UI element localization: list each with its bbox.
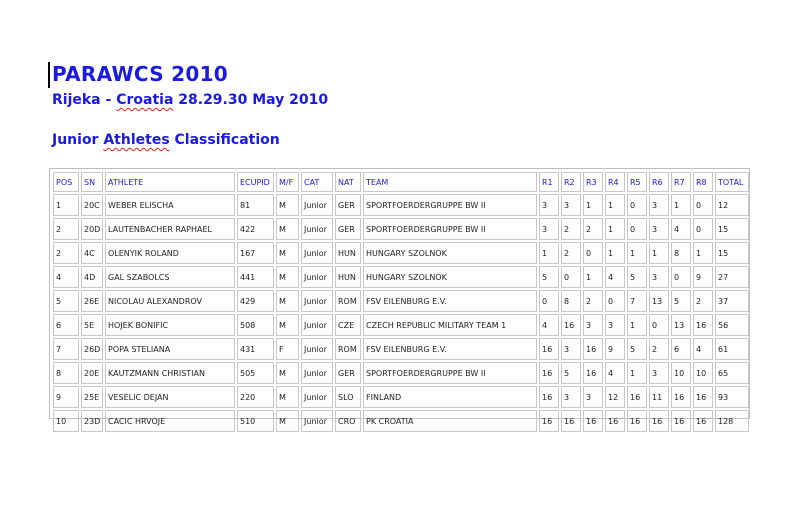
table-row [53, 266, 749, 288]
column-header-r4: R4 [605, 172, 625, 192]
table-cell-ecupid: 429 [237, 290, 274, 312]
table-cell-r5: 16 [627, 386, 647, 408]
table-cell-total: 15 [715, 242, 749, 264]
table-cell-athlete: CACIC HRVOJE [105, 410, 235, 432]
table-row [53, 194, 749, 216]
column-header-r3: R3 [583, 172, 603, 192]
table-cell-athlete: POPA STELIANA [105, 338, 235, 360]
table-cell-mf: M [276, 290, 299, 312]
table-cell-r3: 3 [583, 386, 603, 408]
table-cell-team: SPORTFOERDERGRUPPE BW II [363, 194, 537, 216]
table-cell-athlete: LAUTENBACHER RAPHAEL [105, 218, 235, 240]
classification-table [51, 170, 751, 434]
table-cell-cat: Junior [301, 218, 333, 240]
table-cell-r1: 3 [539, 218, 559, 240]
table-cell-sn: 4C [81, 242, 103, 264]
subtitle-place: Croatia [116, 92, 174, 108]
table-cell-ecupid: 505 [237, 362, 274, 384]
table-cell-r1: 16 [539, 362, 559, 384]
table-cell-r2: 16 [561, 410, 581, 432]
table-cell-mf: M [276, 194, 299, 216]
table-cell-r8: 10 [693, 362, 713, 384]
subtitle-post: 28.29.30 May 2010 [173, 92, 329, 108]
table-cell-team: PK CROATIA [363, 410, 537, 432]
table-cell-mf: F [276, 338, 299, 360]
table-cell-r1: 5 [539, 266, 559, 288]
table-cell-nat: ROM [335, 290, 361, 312]
table-row [53, 362, 749, 384]
table-cell-r8: 4 [693, 338, 713, 360]
table-cell-sn: 26E [81, 290, 103, 312]
table-cell-cat: Junior [301, 386, 333, 408]
table-cell-pos: 9 [53, 386, 79, 408]
table-row [53, 338, 749, 360]
table-cell-athlete: WEBER ELISCHA [105, 194, 235, 216]
table-cell-r2: 8 [561, 290, 581, 312]
table-cell-sn: 26D [81, 338, 103, 360]
table-cell-nat: CZE [335, 314, 361, 336]
table-cell-ecupid: 508 [237, 314, 274, 336]
table-cell-athlete: NICOLAU ALEXANDROV [105, 290, 235, 312]
section-post: Classification [169, 132, 280, 148]
table-cell-team: FINLAND [363, 386, 537, 408]
table-cell-r2: 2 [561, 218, 581, 240]
table-cell-mf: M [276, 410, 299, 432]
table-cell-r5: 16 [627, 410, 647, 432]
table-cell-pos: 2 [53, 218, 79, 240]
table-cell-nat: HUN [335, 266, 361, 288]
table-cell-r7: 1 [671, 194, 691, 216]
table-cell-r7: 16 [671, 410, 691, 432]
table-cell-r3: 2 [583, 218, 603, 240]
text-cursor [48, 62, 50, 88]
table-cell-r4: 4 [605, 362, 625, 384]
table-row [53, 314, 749, 336]
table-cell-mf: M [276, 386, 299, 408]
table-cell-r5: 1 [627, 242, 647, 264]
table-cell-r2: 5 [561, 362, 581, 384]
column-header-mf: M/F [276, 172, 299, 192]
column-header-cat: CAT [301, 172, 333, 192]
table-cell-nat: HUN [335, 242, 361, 264]
table-cell-r8: 9 [693, 266, 713, 288]
table-cell-nat: GER [335, 218, 361, 240]
table-cell-total: 15 [715, 218, 749, 240]
table-cell-cat: Junior [301, 338, 333, 360]
table-cell-r4: 12 [605, 386, 625, 408]
table-cell-r2: 0 [561, 266, 581, 288]
column-header-pos: POS [53, 172, 79, 192]
table-cell-r4: 9 [605, 338, 625, 360]
table-cell-r6: 3 [649, 362, 669, 384]
table-cell-athlete: GAL SZABOLCS [105, 266, 235, 288]
column-header-ecupid: ECUPID [237, 172, 274, 192]
table-cell-mf: M [276, 242, 299, 264]
table-cell-athlete: VESELIC DEJAN [105, 386, 235, 408]
section-heading [52, 132, 280, 148]
table-cell-total: 65 [715, 362, 749, 384]
table-cell-sn: 4D [81, 266, 103, 288]
table-cell-r1: 16 [539, 410, 559, 432]
table-cell-sn: 25E [81, 386, 103, 408]
page-title: PARAWCS 2010 [52, 62, 229, 86]
table-cell-r7: 0 [671, 266, 691, 288]
table-cell-r6: 3 [649, 218, 669, 240]
table-cell-team: HUNGARY SZOLNOK [363, 266, 537, 288]
table-cell-r5: 5 [627, 338, 647, 360]
column-header-team: TEAM [363, 172, 537, 192]
table-cell-r8: 16 [693, 386, 713, 408]
table-cell-pos: 2 [53, 242, 79, 264]
table-cell-nat: ROM [335, 338, 361, 360]
table-cell-r6: 16 [649, 410, 669, 432]
table-cell-r8: 16 [693, 314, 713, 336]
table-cell-r4: 1 [605, 242, 625, 264]
table-cell-total: 37 [715, 290, 749, 312]
table-cell-r1: 3 [539, 194, 559, 216]
table-cell-nat: CRO [335, 410, 361, 432]
table-cell-team: FSV EILENBURG E.V. [363, 290, 537, 312]
table-cell-r3: 1 [583, 266, 603, 288]
table-row [53, 386, 749, 408]
table-cell-ecupid: 81 [237, 194, 274, 216]
table-cell-team: FSV EILENBURG E.V. [363, 338, 537, 360]
column-header-total: TOTAL [715, 172, 749, 192]
table-cell-pos: 4 [53, 266, 79, 288]
column-header-r1: R1 [539, 172, 559, 192]
table-cell-r5: 5 [627, 266, 647, 288]
table-cell-pos: 6 [53, 314, 79, 336]
table-cell-r1: 16 [539, 386, 559, 408]
event-subtitle [52, 92, 328, 108]
table-row [53, 242, 749, 264]
table-cell-r3: 16 [583, 362, 603, 384]
table-cell-r8: 0 [693, 194, 713, 216]
table-cell-ecupid: 441 [237, 266, 274, 288]
table-cell-r7: 13 [671, 314, 691, 336]
table-cell-r5: 1 [627, 362, 647, 384]
table-cell-r1: 1 [539, 242, 559, 264]
table-cell-r4: 0 [605, 290, 625, 312]
table-cell-total: 56 [715, 314, 749, 336]
table-cell-r4: 4 [605, 266, 625, 288]
table-cell-athlete: KAUTZMANN CHRISTIAN [105, 362, 235, 384]
table-cell-sn: 20D [81, 218, 103, 240]
table-header-row [53, 172, 749, 192]
table-cell-ecupid: 431 [237, 338, 274, 360]
table-cell-ecupid: 422 [237, 218, 274, 240]
table-cell-sn: 20C [81, 194, 103, 216]
table-cell-r3: 2 [583, 290, 603, 312]
table-cell-team: CZECH REPUBLIC MILITARY TEAM 1 [363, 314, 537, 336]
table-cell-r1: 0 [539, 290, 559, 312]
table-cell-r6: 3 [649, 266, 669, 288]
table-cell-athlete: OLENYIK ROLAND [105, 242, 235, 264]
table-cell-athlete: HOJEK BONIFIC [105, 314, 235, 336]
table-cell-r6: 1 [649, 242, 669, 264]
table-cell-r2: 16 [561, 314, 581, 336]
column-header-r7: R7 [671, 172, 691, 192]
table-cell-r1: 4 [539, 314, 559, 336]
table-body [53, 194, 749, 432]
table-cell-r4: 1 [605, 194, 625, 216]
table-cell-r5: 0 [627, 194, 647, 216]
table-cell-mf: M [276, 362, 299, 384]
table-cell-mf: M [276, 314, 299, 336]
table-cell-r8: 16 [693, 410, 713, 432]
table-cell-r2: 3 [561, 386, 581, 408]
column-header-r2: R2 [561, 172, 581, 192]
table-cell-r4: 1 [605, 218, 625, 240]
table-cell-pos: 8 [53, 362, 79, 384]
table-cell-r8: 1 [693, 242, 713, 264]
table-cell-r6: 3 [649, 194, 669, 216]
table-cell-r3: 0 [583, 242, 603, 264]
table-cell-cat: Junior [301, 410, 333, 432]
table-cell-r4: 3 [605, 314, 625, 336]
table-cell-r5: 7 [627, 290, 647, 312]
classification-table-frame [49, 168, 750, 426]
section-word: Athletes [103, 132, 170, 148]
column-header-r6: R6 [649, 172, 669, 192]
subtitle-pre: Rijeka - [52, 92, 117, 108]
table-cell-r3: 16 [583, 338, 603, 360]
table-cell-r8: 2 [693, 290, 713, 312]
table-cell-r2: 2 [561, 242, 581, 264]
table-cell-pos: 1 [53, 194, 79, 216]
table-cell-r7: 8 [671, 242, 691, 264]
column-header-sn: SN [81, 172, 103, 192]
table-cell-total: 12 [715, 194, 749, 216]
table-cell-team: HUNGARY SZOLNOK [363, 242, 537, 264]
table-cell-nat: GER [335, 362, 361, 384]
table-cell-cat: Junior [301, 266, 333, 288]
table-cell-r4: 16 [605, 410, 625, 432]
table-cell-team: SPORTFOERDERGRUPPE BW II [363, 218, 537, 240]
table-cell-total: 93 [715, 386, 749, 408]
table-cell-r2: 3 [561, 194, 581, 216]
section-pre: Junior [52, 132, 104, 148]
table-cell-r7: 6 [671, 338, 691, 360]
table-cell-sn: 23D [81, 410, 103, 432]
table-cell-r1: 16 [539, 338, 559, 360]
table-row [53, 410, 749, 432]
table-cell-r6: 11 [649, 386, 669, 408]
table-cell-total: 27 [715, 266, 749, 288]
table-cell-nat: SLO [335, 386, 361, 408]
table-cell-mf: M [276, 266, 299, 288]
table-cell-pos: 5 [53, 290, 79, 312]
table-row [53, 218, 749, 240]
table-cell-cat: Junior [301, 194, 333, 216]
table-cell-r5: 1 [627, 314, 647, 336]
table-cell-r7: 5 [671, 290, 691, 312]
table-cell-cat: Junior [301, 290, 333, 312]
table-cell-r7: 10 [671, 362, 691, 384]
table-cell-r3: 1 [583, 194, 603, 216]
table-cell-cat: Junior [301, 314, 333, 336]
table-cell-team: SPORTFOERDERGRUPPE BW II [363, 362, 537, 384]
table-cell-total: 61 [715, 338, 749, 360]
table-cell-r5: 0 [627, 218, 647, 240]
table-cell-pos: 10 [53, 410, 79, 432]
table-cell-r3: 3 [583, 314, 603, 336]
table-cell-r3: 16 [583, 410, 603, 432]
table-cell-sn: 5E [81, 314, 103, 336]
table-cell-ecupid: 167 [237, 242, 274, 264]
column-header-nat: NAT [335, 172, 361, 192]
table-cell-pos: 7 [53, 338, 79, 360]
column-header-r8: R8 [693, 172, 713, 192]
column-header-athlete: ATHLETE [105, 172, 235, 192]
table-cell-nat: GER [335, 194, 361, 216]
table-cell-total: 128 [715, 410, 749, 432]
table-cell-r8: 0 [693, 218, 713, 240]
table-row [53, 290, 749, 312]
table-cell-sn: 20E [81, 362, 103, 384]
table-cell-mf: M [276, 218, 299, 240]
table-cell-ecupid: 220 [237, 386, 274, 408]
column-header-r5: R5 [627, 172, 647, 192]
table-cell-r6: 13 [649, 290, 669, 312]
table-cell-r2: 3 [561, 338, 581, 360]
table-cell-ecupid: 510 [237, 410, 274, 432]
table-cell-r6: 2 [649, 338, 669, 360]
table-cell-r7: 16 [671, 386, 691, 408]
table-cell-r6: 0 [649, 314, 669, 336]
table-cell-cat: Junior [301, 242, 333, 264]
table-cell-cat: Junior [301, 362, 333, 384]
table-cell-r7: 4 [671, 218, 691, 240]
